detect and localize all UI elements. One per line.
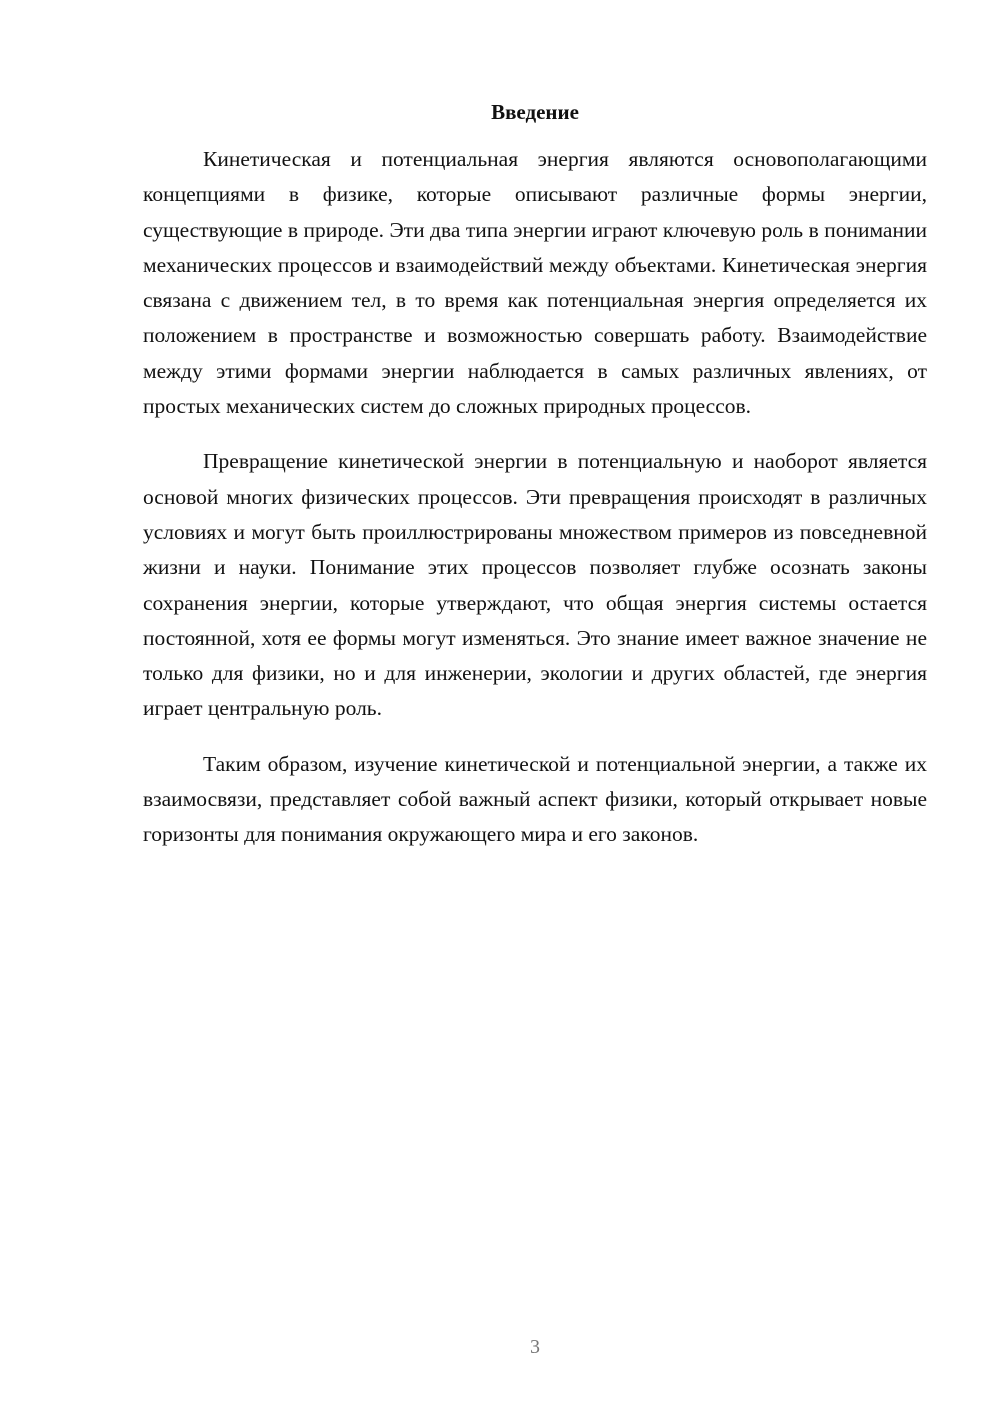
body-text [143,142,927,873]
paragraph-2: Превращение кинетической энергии в потенциальную и наоборот является основой многих физических процессов. Эти превращения происходят в различных условиях и могут быть проиллюстрированы множеством примеров из повседневной жизни и науки. Понимание этих процессов позволяет глубже осознать законы сохранения энергии, которые утверждают, что общая энергия системы остается постоянной, хотя ее формы могут изменяться. Это знание имеет важное значение не только для физики, но и для инженерии, экологии и других областей, где энергия играет центральную роль. [143,449,927,721]
page-number: 3 [530,1336,540,1358]
section-heading: Введение [491,100,579,124]
paragraph-1: Кинетическая и потенциальная энергия являются основополагающими концепциями в физике, которые описывают различные формы энергии, существующие в природе. Эти два типа энергии играют ключевую роль в понимании механических процессов и взаимодействий между объектами. Кинетическая энергия связана с движением тел, в то время как потенциальная энергия определяется их положением в пространстве и возможностью совершать работу. Взаимодействие между этими формами энергии наблюдается в самых различных явлениях, от простых механических систем до сложных природных процессов. [143,147,927,419]
paragraph-3: Таким образом, изучение кинетической и потенциальной энергии, а также их взаимосвязи, представляет собой важный аспект физики, который открывает новые горизонты для понимания окружающего мира и его законов. [143,751,927,847]
